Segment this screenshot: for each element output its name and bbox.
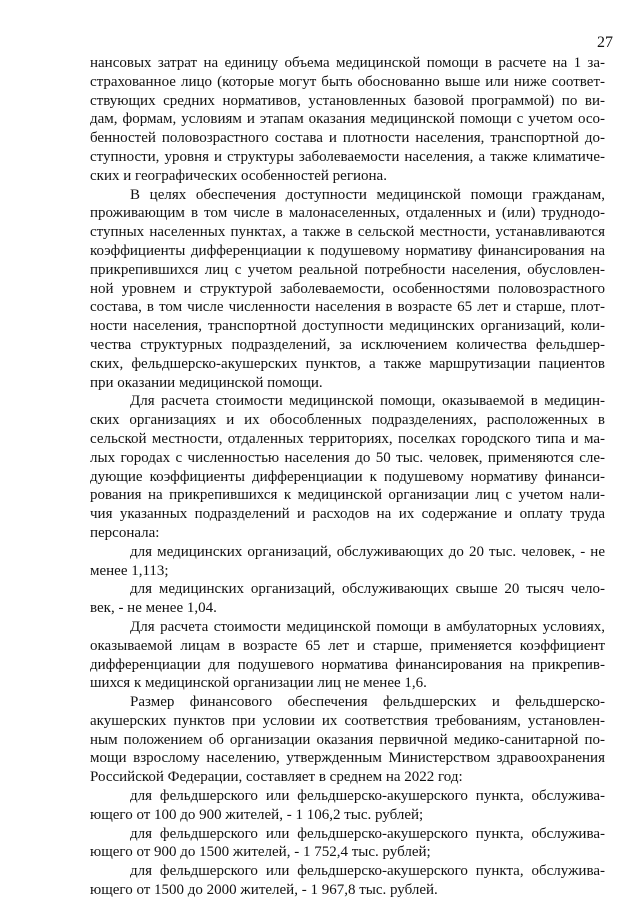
text-line: ности населения, транспортной доступности медицинских организаций, коли- [90, 318, 605, 335]
text-line: ских, фельдшерско-акушерских пунктов, а также маршрутизации пациентов [90, 355, 605, 372]
text-line: персонала: [90, 524, 160, 541]
text-line: шихся к медицинской организации лиц не менее 1,6. [90, 675, 427, 692]
text-line: ющего от 100 до 900 жителей, - 1 106,2 тыс. рублей; [90, 806, 424, 823]
text-line: ствующих средних нормативов, установленных базовой программой) по ви- [90, 92, 605, 109]
page-number: 27 [597, 34, 613, 51]
text-line: менее 1,113; [90, 562, 169, 579]
text-line: мощи взрослому населению, утвержденным Министерством здравоохранения [90, 750, 605, 767]
text-line: для медицинских организаций, обслуживающих до 20 тыс. человек, - не [130, 543, 605, 560]
text-line: нансовых затрат на единицу объема медицинской помощи в расчете на 1 за- [90, 55, 605, 71]
text-line: ступности, уровня и структуры заболеваемости населения, а также климатиче- [90, 148, 605, 165]
text-line: ступных населенных пунктах, а также в сельской местности, устанавливаются [90, 224, 605, 241]
text-line: акушерских пунктов при условии их соответствия требованиям, установлен- [90, 712, 605, 729]
text-line: при оказании медицинской помощи. [90, 374, 323, 391]
text-line: ющего от 900 до 1500 жителей, - 1 752,4 тыс. рублей; [90, 844, 431, 861]
text-line: век, - не менее 1,04. [90, 600, 217, 617]
text-line: страхованное лицо (которые могут быть обоснованно выше или ниже соответ- [90, 73, 605, 90]
text-line: бенностей половозрастного состава и плотности населения, транспортной до- [90, 130, 605, 147]
text-line: сельской местности, отдаленных территориях, поселках городского типа и ма- [90, 430, 605, 447]
text-line: чества структурных подразделений, за исключением количества фельдшер- [90, 336, 605, 353]
document-body [90, 54, 605, 900]
text-line: дам, формам, условиям и этапам оказания медицинской помощи с учетом осо- [90, 111, 605, 128]
text-line: ских и географических особенностей региона. [90, 167, 387, 184]
text-line: для медицинских организаций, обслуживающих свыше 20 тысяч чело- [130, 581, 605, 598]
text-line: Размер финансового обеспечения фельдшерских и фельдшерско- [130, 694, 605, 711]
text-line: для фельдшерского или фельдшерско-акушерского пункта, обслужива- [130, 863, 605, 880]
text-line: ной уровнем и структурой заболеваемости, особенностями половозрастного [90, 280, 605, 297]
text-line: проживающим в том числе в малонаселенных, отдаленных и (или) труднодо- [90, 205, 605, 222]
text-line: оказываемой лицам в возрасте 65 лет и старше, применяется коэффициент [90, 637, 605, 654]
text-line: Для расчета стоимости медицинской помощи в амбулаторных условиях, [130, 618, 605, 635]
text-line: дующие коэффициенты дифференциации к подушевому нормативу финанси- [90, 468, 605, 485]
text-line: дифференциации для подушевого норматива финансирования на прикрепив- [90, 656, 605, 673]
text-line: для фельдшерского или фельдшерско-акушерского пункта, обслужива- [130, 788, 605, 805]
text-line: В целях обеспечения доступности медицинской помощи гражданам, [130, 186, 605, 203]
text-line: ских организациях и их обособленных подразделениях, расположенных в [90, 412, 605, 429]
text-line: Для расчета стоимости медицинской помощи, оказываемой в медицин- [130, 393, 605, 410]
text-line: коэффициенты дифференциации к подушевому нормативу финансирования на [90, 242, 605, 259]
text-line: состава, в том числе численности населения в возрасте 65 лет и старше, плот- [90, 299, 605, 316]
text-line: лых городах с численностью населения до 50 тыс. человек, применяются сле- [90, 449, 605, 466]
text-line: рования на прикрепившихся к медицинской организации лиц с учетом нали- [90, 487, 605, 504]
text-line: ющего от 1500 до 2000 жителей, - 1 967,8 тыс. рублей. [90, 882, 438, 899]
text-line: ным положением об организации оказания первичной медико-санитарной по- [90, 731, 605, 748]
text-line: чия указанных подразделений и расходов на их содержание и оплату труда [90, 506, 605, 523]
text-line: прикрепившихся лиц с учетом реальной потребности населения, обусловлен- [90, 261, 605, 278]
text-line: для фельдшерского или фельдшерско-акушерского пункта, обслужива- [130, 825, 605, 842]
text-line: Российской Федерации, составляет в среднем на 2022 год: [90, 769, 463, 786]
